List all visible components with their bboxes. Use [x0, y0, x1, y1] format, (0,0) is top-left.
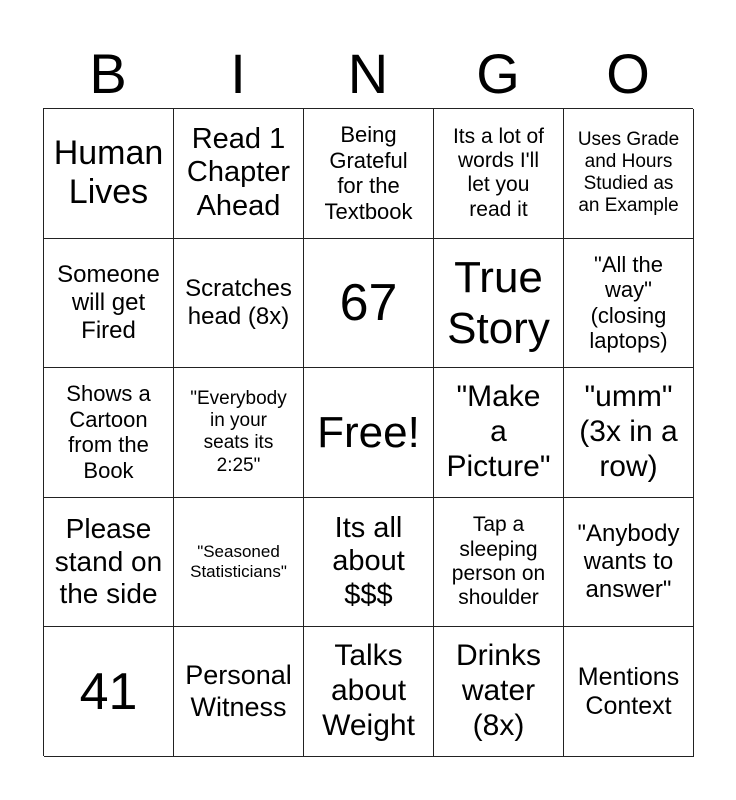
header-letter-b: B: [89, 42, 127, 105]
bingo-cell[interactable]: True Story: [434, 239, 564, 369]
bingo-cell[interactable]: Someone will get Fired: [44, 239, 174, 369]
bingo-header: [43, 40, 693, 108]
bingo-cell[interactable]: "All the way" (closing laptops): [564, 239, 694, 369]
bingo-cell[interactable]: 67: [304, 239, 434, 369]
bingo-cell[interactable]: 41: [44, 627, 174, 757]
header-letter-n: N: [347, 42, 389, 105]
bingo-cell[interactable]: Tap a sleeping person on shoulder: [434, 498, 564, 628]
bingo-cell[interactable]: "Everybody in your seats its 2:25": [174, 368, 304, 498]
bingo-cell[interactable]: Drinks water (8x): [434, 627, 564, 757]
bingo-cell[interactable]: Personal Witness: [174, 627, 304, 757]
free-space[interactable]: Free!: [304, 368, 434, 498]
bingo-cell[interactable]: Its all about $$$: [304, 498, 434, 628]
bingo-cell[interactable]: Please stand on the side: [44, 498, 174, 628]
bingo-cell[interactable]: "Anybody wants to answer": [564, 498, 694, 628]
bingo-cell[interactable]: Mentions Context: [564, 627, 694, 757]
bingo-cell[interactable]: Uses Grade and Hours Studied as an Example: [564, 109, 694, 239]
bingo-board: [43, 108, 693, 756]
bingo-cell[interactable]: "umm" (3x in a row): [564, 368, 694, 498]
bingo-cell[interactable]: Human Lives: [44, 109, 174, 239]
bingo-cell[interactable]: "Seasoned Statisticians": [174, 498, 304, 628]
bingo-cell[interactable]: Shows a Cartoon from the Book: [44, 368, 174, 498]
bingo-cell[interactable]: Scratches head (8x): [174, 239, 304, 369]
bingo-cell[interactable]: "Make a Picture": [434, 368, 564, 498]
header-letter-o: O: [606, 42, 650, 105]
bingo-cell[interactable]: Talks about Weight: [304, 627, 434, 757]
header-letter-i: I: [230, 42, 246, 105]
bingo-cell[interactable]: Being Grateful for the Textbook: [304, 109, 434, 239]
header-letter-g: G: [476, 42, 520, 105]
bingo-cell[interactable]: Read 1 Chapter Ahead: [174, 109, 304, 239]
bingo-cell[interactable]: Its a lot of words I'll let you read it: [434, 109, 564, 239]
